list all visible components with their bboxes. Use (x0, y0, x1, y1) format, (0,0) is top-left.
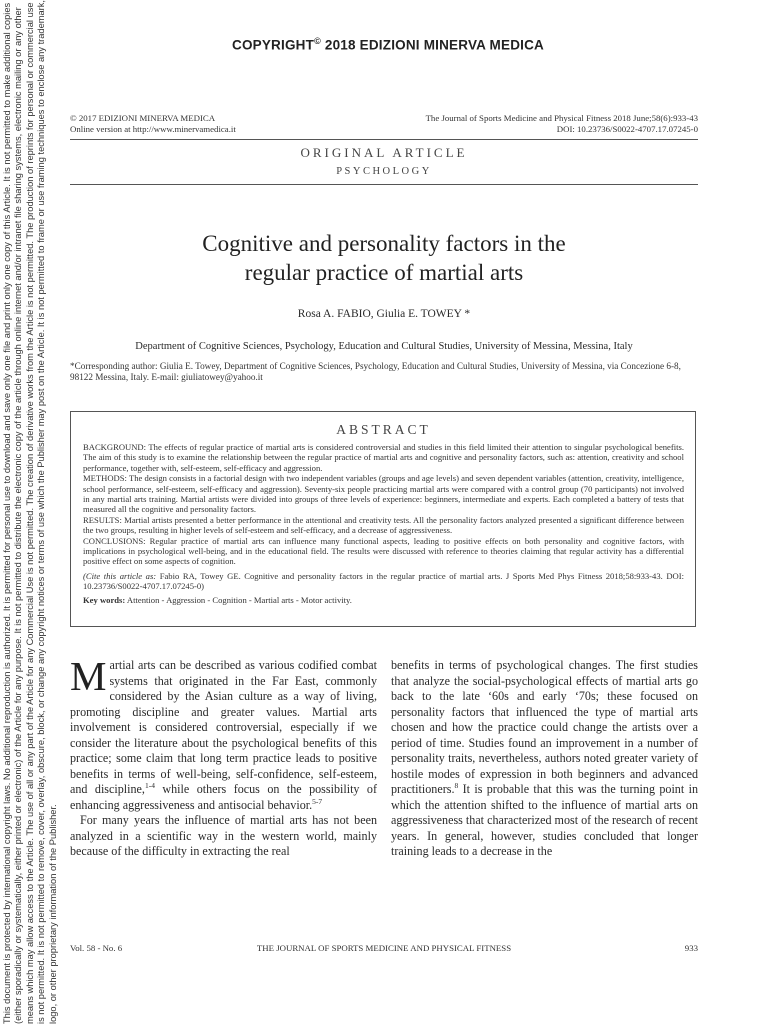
abstract-results: RESULTS: Martial artists presented a better performance in the attentional and creativity tests. All the personality factors analyzed presented a significant difference between the two groups, resulting in higher levels of self-esteem and self-efficacy, and a decrease of aggressiveness. (83, 514, 684, 536)
cite-prefix: (Cite this article as: (83, 570, 157, 581)
title-line-2: regular practice of martial arts (244, 260, 524, 285)
abstract-methods: METHODS: The design consists in a factorial design with two independent variables (groups and age levels) and seven dependent variables (attention, creativity, intelligence, school performance, self-esteem, self-efficacy and aggression). Seventy-six people practicing martial arts were compared with a control group (70 participants) not involved in any martial arts training. Martial artists were divided into groups of three levels of experience: beginners, intermediate and experts. Each completed a battery of tests that measured all the cognitive and personality factors. (83, 473, 684, 515)
citation-ref: 8 (454, 780, 459, 790)
abstract-background: BACKGROUND: The effects of regular practice of martial arts is considered controversial and studies in this field limited their attention to singular psychological benefits. The aim of this study is to examine the relationship between the regular practice of martial arts and cognitive and personality factors, such as: attention, creativity and school performance, together with, self-esteem, self-efficacy and aggression. (83, 442, 684, 473)
affiliation: Department of Cognitive Sciences, Psychology, Education and Cultural Studies, University of Messina, Messina, Italy (135, 341, 633, 352)
paragraph-intro (70, 653, 377, 813)
paragraph-text: while others focus on the possibility of enhancing aggressiveness and antisocial behavior. (70, 782, 377, 812)
abstract-box (70, 411, 696, 627)
online-version-line: Online version at http://www.minervamedica.it (70, 123, 236, 134)
abstract-body (83, 442, 684, 605)
paragraph-continued (391, 658, 698, 860)
article-section: PSYCHOLOGY (336, 166, 432, 177)
journal-header-right (426, 113, 698, 134)
paragraph-2: For many years the influence of martial arts has not been analyzed in a scientific way in the western world, mainly because of the difficulty in extracting the real (70, 813, 377, 858)
article-type: ORIGINAL ARTICLE (300, 145, 468, 160)
copyright-banner (232, 36, 572, 53)
banner-post: 2018 EDIZIONI MINERVA MEDICA (320, 37, 544, 53)
journal-header-left (70, 113, 236, 134)
keywords (83, 595, 684, 605)
cite-body: Fabio RA, Towey GE. Cognitive and personality factors in the regular practice of martial arts. J Sports Med Phys Fitness 2018;58:933-43. DOI: 10.23736/S0022-4707.17.07245-0) (83, 570, 684, 592)
abstract-heading: ABSTRACT (336, 422, 431, 437)
paragraph-text: It is probable that this was the turning point in which the attention shifted to the influence of martial arts on aggressiveness that characterized most of the research of recent years. In general, however, studies concluded that longer training leads to a decrease in the (391, 782, 698, 858)
paragraph-text: benefits in terms of psychological changes. The first studies that analyze the social-psychological effects of martial arts go back to the late ‘60s and early ‘70s; these focused on personality factors that influenced the type of martial arts chosen and how the practice could change the artists over a period of time. Studies found an improvement in a number of personality traits, nevertheless, authors noted greater variety of hostile modes of expression in both beginners and advanced practitioners. (391, 658, 698, 796)
body-column-right (391, 658, 698, 860)
corresponding-author: *Corresponding author: Giulia E. Towey, Department of Cognitive Sciences, Psychology, Education and Cultural Studies, University of Messina, via Concezione 6-8, 98122 Messina, Italy. E-mail: giuliatowey@yahoo.it (70, 361, 681, 382)
copyright-symbol: © (314, 36, 321, 46)
article-title (120, 229, 648, 287)
banner-pre: COPYRIGHT (232, 37, 315, 53)
header-divider (70, 139, 698, 140)
keywords-label: Key words: (83, 594, 126, 605)
footer-journal-name: THE JOURNAL OF SPORTS MEDICINE AND PHYSICAL FITNESS (256, 943, 512, 953)
doi-line: DOI: 10.23736/S0022-4707.17.07245-0 (556, 123, 698, 134)
abstract-conclusions: CONCLUSIONS: Regular practice of martial arts can influence many functional aspects, leading to positive effects on both personality and cognitive factors, with implications in psychological well-being, and in the educational field. The results were discussed with reference to theories claiming that regular activity has a differential positive effect on some aspects of cognition. (83, 535, 684, 567)
keywords-list: Attention - Aggression - Cognition - Martial arts - Motor activity. (125, 594, 352, 605)
journal-citation-line: The Journal of Sports Medicine and Physical Fitness 2018 June;58(6):933-43 (425, 113, 698, 123)
citation (83, 571, 684, 592)
footer-volume: Vol. 58 - No. 6 (70, 943, 123, 953)
citation-ref: 5-7 (312, 796, 323, 806)
authors: Rosa A. FABIO, Giulia E. TOWEY * (297, 308, 471, 320)
body-column-left (70, 653, 377, 860)
copyright-notice-text: This document is protected by international copyright laws. No additional reproduction is authorized. It is permitted for personal use to download and save only one file and print only one copy of this Article. It is not permitted to make additional copies (either sporadically or systematically, either printed or electronic) of the Article for any purpose. It is not permitted to distribute the electronic copy of the article through online internet and/or intranet file sharing systems, electronic mailing or any other means which may allow access to the Article. The use of all or any part of the Article for any Commercial Use is not permitted. The creation of derivative works from the Article is not permitted. The production of reprints for personal or commercial use is not permitted. It is not permitted to remove, cover, overlay, obscure, block, or change any copyright notices or terms of use which the Publisher may post on the Article. It is not permitted to frame or use framing techniques to enclose any trademark, logo, or other proprietary information of the Publisher. (2, 0, 58, 1024)
section-divider (70, 184, 698, 185)
title-line-1: Cognitive and personality factors in the (202, 231, 566, 256)
paragraph-text: artial arts can be described as various codified combat systems that originated in the Far East, commonly considered by the Asian culture as a way of living, promoting discipline and greater values. Martial arts involvement is considered controversial, especially if we consider the literature about the psychological benefits of this practice; some claim that long term practice leads to positive benefits in terms of well-being, self-confidence, self-esteem, and discipline, (70, 658, 377, 796)
citation-ref: 1-4 (144, 780, 155, 790)
footer-page-number: 933 (684, 943, 698, 953)
publisher-line: © 2017 EDIZIONI MINERVA MEDICA (70, 113, 216, 123)
drop-cap: M (70, 653, 107, 699)
